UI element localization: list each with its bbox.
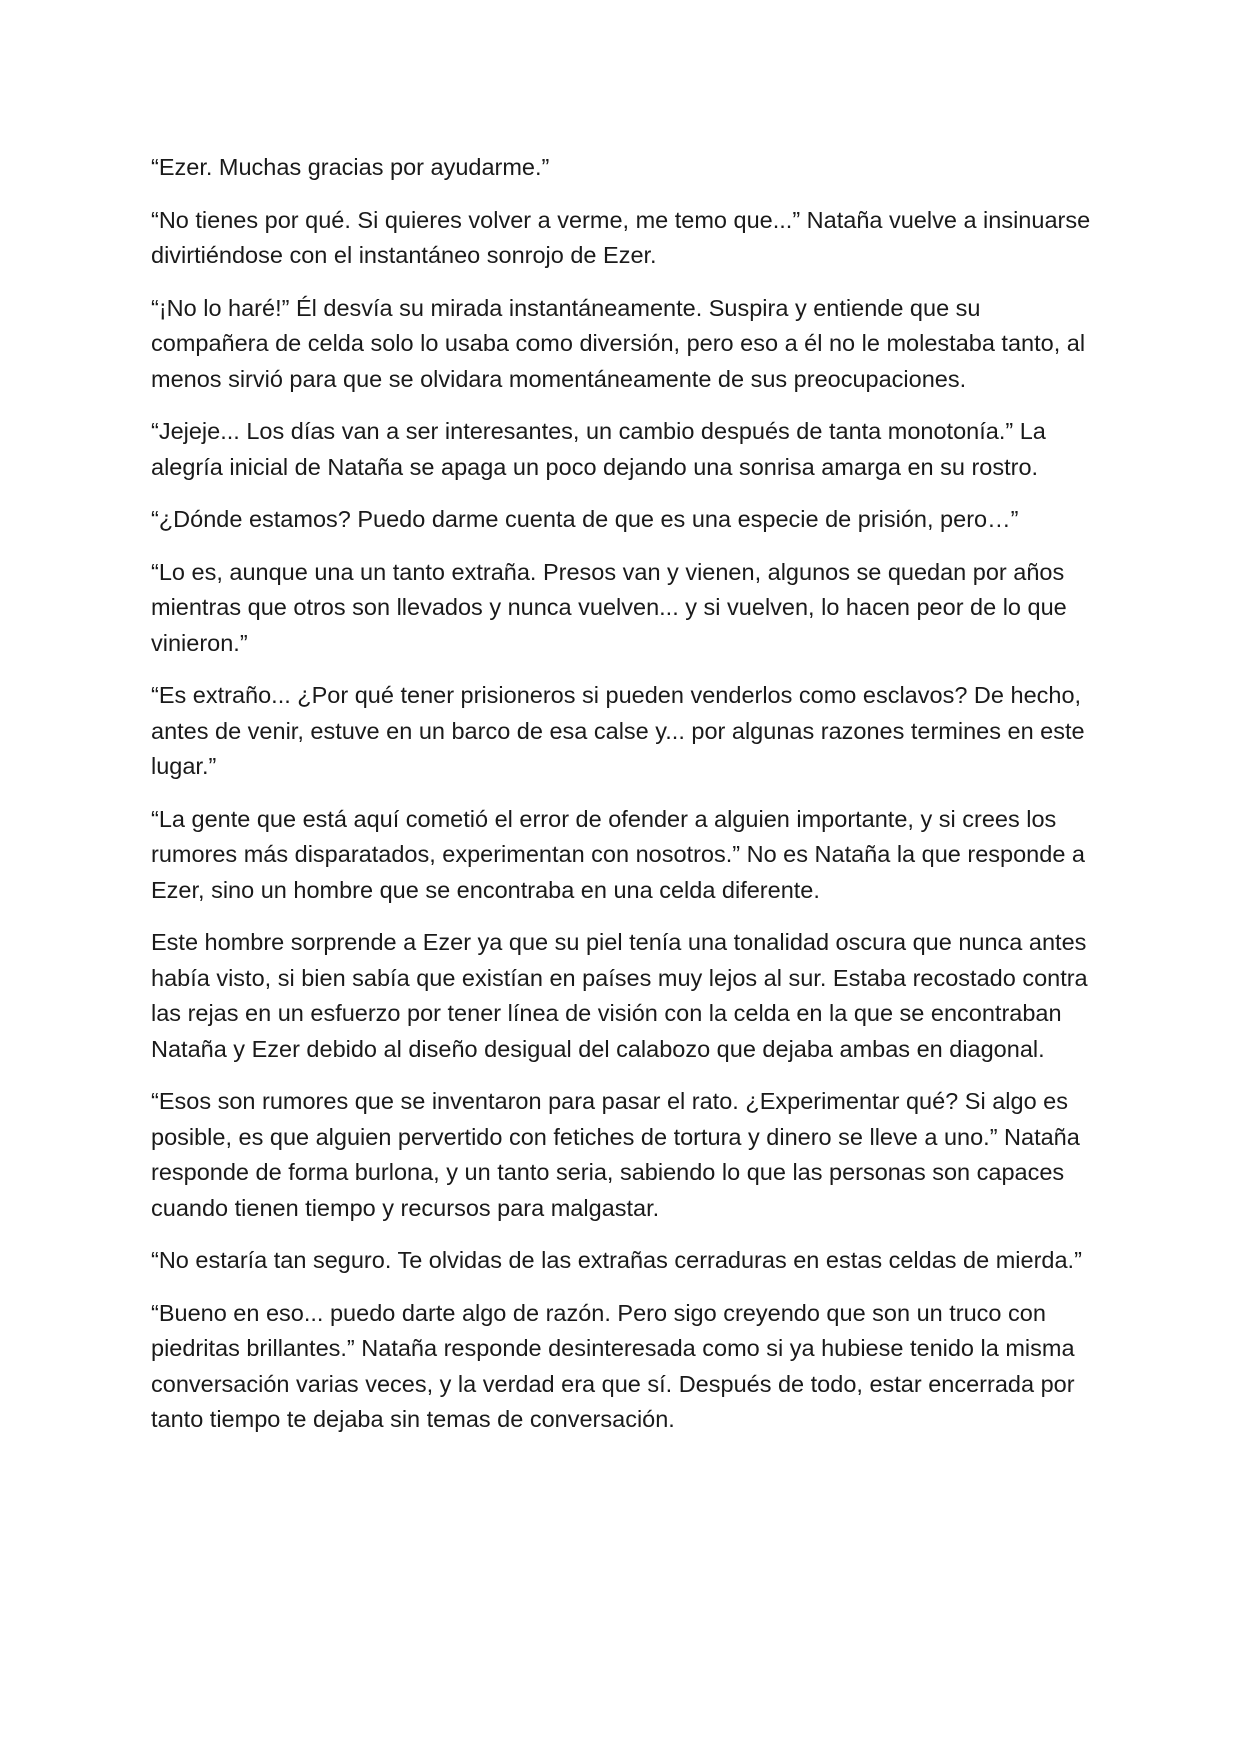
paragraph: “Jejeje... Los días van a ser interesantes, un cambio después de tanta monotonía.” La alegría inicial de Nataña se apaga un poco dejando una sonrisa amarga en su rostro. bbox=[151, 418, 1046, 480]
paragraph: “La gente que está aquí cometió el error de ofender a alguien importante, y si crees los rumores más disparatados, experimentan con nosotros.” No es Nataña la que responde a Ezer, sino un hombre que se encontraba en una celda diferente. bbox=[151, 805, 1085, 903]
paragraph: “Bueno en eso... puedo darte algo de razón. Pero sigo creyendo que son un truco con piedritas brillantes.” Nataña responde desinteresada como si ya hubiese tenido la misma conversación varias veces, y la verdad era que sí. Después de todo, estar encerrada por tanto tiempo te dejaba sin temas de conversación. bbox=[151, 1299, 1075, 1432]
paragraph: “Es extraño... ¿Por qué tener prisioneros si pueden venderlos como esclavos? De hecho, antes de venir, estuve en un barco de esa calse y... por algunas razones termines en este lugar.” bbox=[151, 682, 1085, 779]
paragraph: “No tienes por qué. Si quieres volver a verme, me temo que...” Nataña vuelve a insinuarse divirtiéndose con el instantáneo sonrojo de Ezer. bbox=[151, 206, 1091, 268]
paragraph: “Lo es, aunque una un tanto extraña. Presos van y vienen, algunos se quedan por años mientras que otros son llevados y nunca vuelven... y si vuelven, lo hacen peor de lo que vinieron.” bbox=[151, 558, 1067, 656]
paragraph: “¡No lo haré!” Él desvía su mirada instantáneamente. Suspira y entiende que su compañera de celda solo lo usaba como diversión, pero eso a él no le molestaba tanto, al menos sirvió para que se olvidara momentáneamente de sus preocupaciones. bbox=[151, 294, 1086, 392]
body-text bbox=[151, 150, 1096, 1455]
paragraph: “No estaría tan seguro. Te olvidas de las extrañas cerraduras en estas celdas de mierda.” bbox=[151, 1247, 1082, 1273]
paragraph: “Esos son rumores que se inventaron para pasar el rato. ¿Experimentar qué? Si algo es posible, es que alguien pervertido con fetiches de tortura y dinero se lleve a uno.” Nataña responde de forma burlona, y un tanto seria, sabiendo lo que las personas son capaces cuando tienen tiempo y recursos para malgastar. bbox=[151, 1088, 1080, 1221]
paragraph: “Ezer. Muchas gracias por ayudarme.” bbox=[151, 154, 550, 180]
paragraph: Este hombre sorprende a Ezer ya que su piel tenía una tonalidad oscura que nunca antes había visto, si bien sabía que existían en países muy lejos al sur. Estaba recostado contra las rejas en un esfuerzo por tener línea de visión con la celda en la que se encontraban Nataña y Ezer debido al diseño desigual del calabozo que dejaba ambas en diagonal. bbox=[151, 929, 1088, 1062]
paragraph: “¿Dónde estamos? Puedo darme cuenta de que es una especie de prisión, pero…” bbox=[151, 506, 1019, 532]
